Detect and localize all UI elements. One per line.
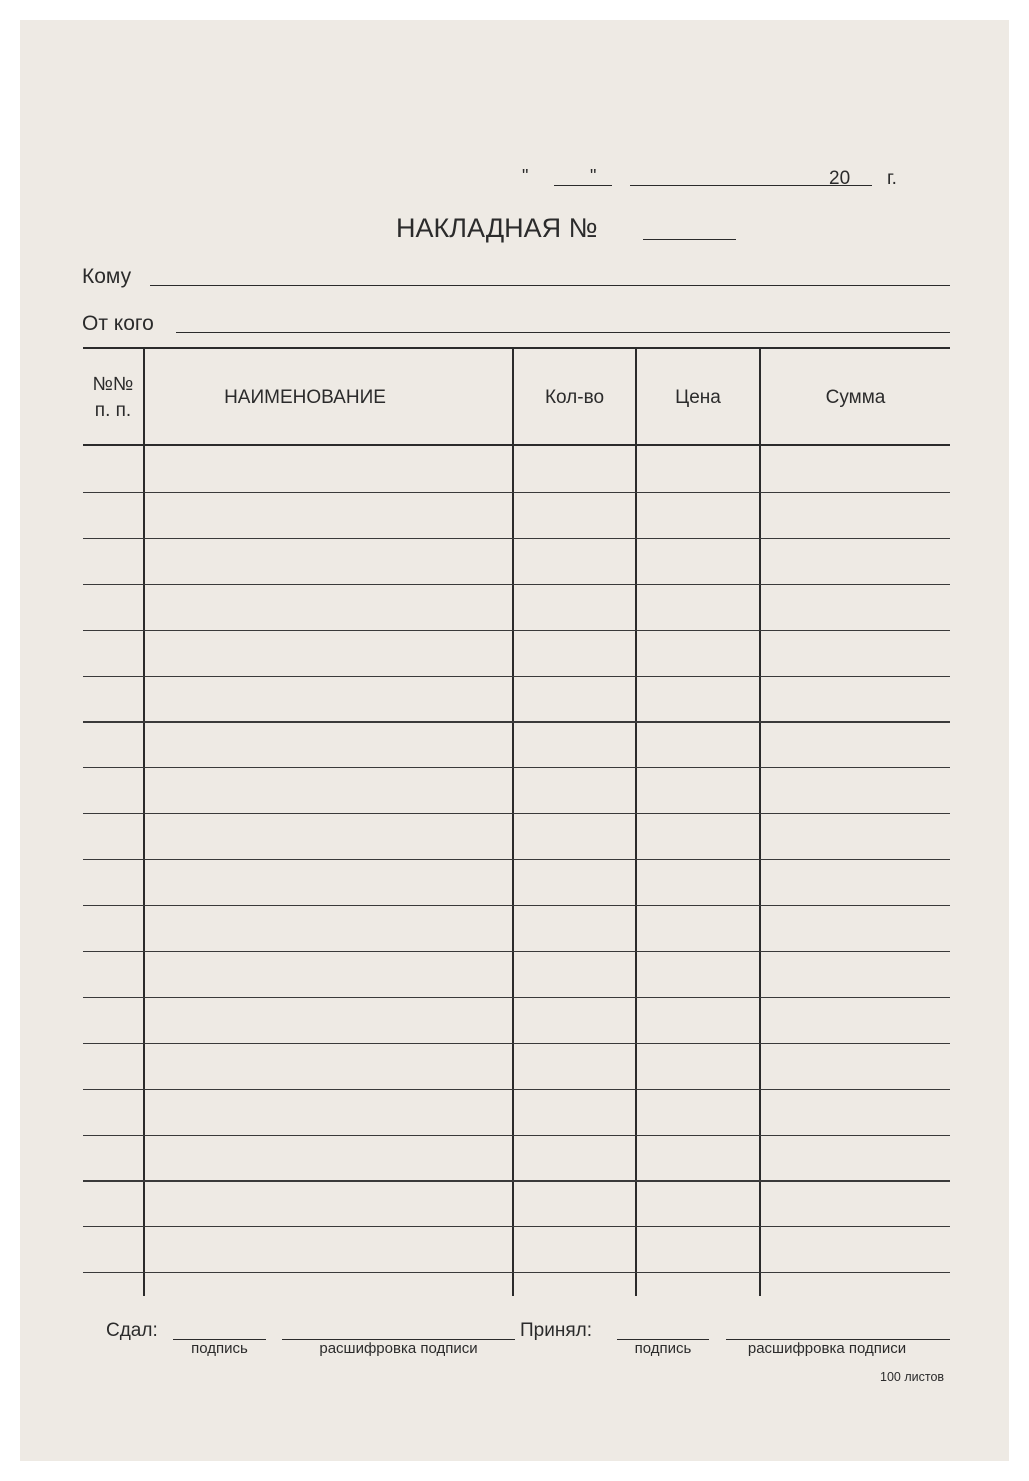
table-row[interactable] bbox=[83, 859, 950, 860]
col-header-qty: Кол-во bbox=[544, 387, 605, 408]
column-separator bbox=[512, 348, 514, 1296]
handed-label: Сдал: bbox=[106, 1320, 158, 1341]
table-header-border bbox=[83, 444, 950, 446]
date-quote-close: " bbox=[590, 166, 597, 186]
table-row[interactable] bbox=[83, 951, 950, 952]
table-row[interactable] bbox=[83, 997, 950, 998]
table-row[interactable] bbox=[83, 1180, 950, 1181]
table-row[interactable] bbox=[83, 813, 950, 814]
day-field[interactable] bbox=[554, 185, 612, 186]
table-row[interactable] bbox=[83, 905, 950, 906]
table-row[interactable] bbox=[83, 584, 950, 585]
from-label: От кого bbox=[82, 312, 154, 335]
table-row[interactable] bbox=[83, 721, 950, 722]
column-separator bbox=[143, 348, 145, 1296]
table-row[interactable] bbox=[83, 1089, 950, 1090]
col-header-price: Цена bbox=[675, 387, 721, 408]
table-row[interactable] bbox=[83, 1135, 950, 1136]
table-row[interactable] bbox=[83, 630, 950, 631]
from-field[interactable] bbox=[176, 332, 950, 333]
column-separator bbox=[635, 348, 637, 1296]
received-signature-caption: подпись bbox=[634, 1340, 692, 1357]
table-top-border bbox=[83, 347, 950, 349]
year-suffix: г. bbox=[887, 168, 897, 189]
table-row[interactable] bbox=[83, 538, 950, 539]
received-decoding-caption: расшифровка подписи bbox=[747, 1340, 907, 1357]
invoice-form bbox=[20, 20, 1009, 1461]
handed-signature-caption: подпись bbox=[191, 1340, 248, 1357]
col-header-name: НАИМЕНОВАНИЕ bbox=[224, 387, 386, 408]
table-row[interactable] bbox=[83, 767, 950, 768]
invoice-number-field[interactable] bbox=[643, 239, 736, 240]
table-row[interactable] bbox=[83, 492, 950, 493]
received-label: Принял: bbox=[520, 1320, 592, 1341]
table-row[interactable] bbox=[83, 1043, 950, 1044]
col-header-number-line1: №№ bbox=[92, 374, 134, 395]
to-field[interactable] bbox=[150, 285, 950, 286]
year-prefix: 20 bbox=[829, 168, 851, 189]
document-title: НАКЛАДНАЯ № bbox=[396, 213, 598, 243]
col-header-number-line2: п. п. bbox=[94, 400, 132, 421]
col-header-sum: Сумма bbox=[825, 387, 886, 408]
table-row[interactable] bbox=[83, 1226, 950, 1227]
table-row[interactable] bbox=[83, 1272, 950, 1273]
handed-decoding-caption: расшифровка подписи bbox=[319, 1340, 478, 1357]
date-quote-open: " bbox=[522, 166, 529, 186]
table-row[interactable] bbox=[83, 676, 950, 677]
column-separator bbox=[759, 348, 761, 1296]
to-label: Кому bbox=[82, 265, 132, 288]
footer-note: 100 листов bbox=[880, 1370, 945, 1384]
